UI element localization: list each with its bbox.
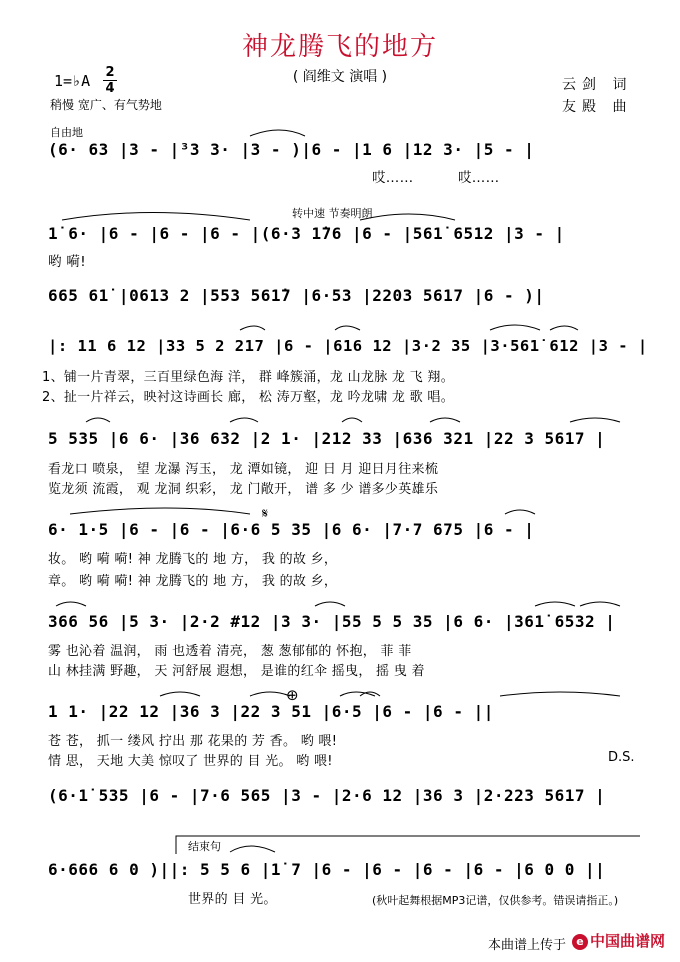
tempo-change-mark: 转中速 节奏明朗 xyxy=(292,207,373,220)
slur xyxy=(430,418,460,422)
slur xyxy=(230,846,275,852)
lyric-line-verse-2: 2、扯一片祥云，映衬这诗画长 廊， 松 涛万壑，龙 吟龙啸 龙 歌 唱。 xyxy=(42,390,454,405)
lyric-line-verse-2: 山 林挂满 野趣， 天 河舒展 遐想， 是谁的红伞 摇曳， 摇 曳 着 xyxy=(48,664,425,679)
slur xyxy=(550,326,578,330)
slur xyxy=(570,418,620,422)
dal-segno-mark: D.S. xyxy=(608,750,635,765)
slur xyxy=(56,602,86,606)
slur xyxy=(360,692,380,696)
music-line: 6·666 6 0 )||: 5 5 6 |1̇ 7 |6 - |6 - |6 - |6 - |6 0 0 || xyxy=(48,860,606,879)
upload-label: 本曲谱上传于 xyxy=(488,938,567,953)
lyric-line: 世界的 目 光。 xyxy=(188,892,277,907)
slur xyxy=(160,692,200,696)
slur xyxy=(240,326,265,330)
slur xyxy=(70,508,250,514)
slur xyxy=(62,213,250,221)
slur xyxy=(230,418,258,422)
slur xyxy=(315,602,345,606)
lyric-line: 哟 嗬! xyxy=(48,254,86,270)
music-line: 1 1· |22 12 |36 3 |22 3 51 |6·5 |6 - |6 - || xyxy=(48,702,494,721)
music-line: (6· 63 |3 - |³3 3· |3 - )|6 - |1 6 |12 3· |5 - | xyxy=(48,140,535,159)
lyric-line-verse-2: 览龙须 流霞， 观 龙洞 织彩， 龙 门敞开， 谱 多 少 谱多少英雄乐 xyxy=(48,482,439,497)
free-tempo-mark: 自由地 xyxy=(50,126,83,139)
lyric-line-verse-1: 1、铺一片青翠，三百里绿色海 洋， 群 峰簇涌，龙 山龙脉 龙 飞 翔。 xyxy=(42,370,454,385)
coda-symbol: ⊕ xyxy=(286,686,299,704)
music-line: (6·1̇ 535 |6 - |7·6 565 |3 - |2·6 12 |36 3 |2·223 5617 | xyxy=(48,786,606,805)
slur xyxy=(580,602,620,606)
time-signature xyxy=(103,66,117,95)
lyricist: 云剑 词 xyxy=(562,77,633,93)
key-signature: 1=♭A xyxy=(54,72,91,90)
lyric-line-verse-1: 妆。 哟 嗬 嗬! 神 龙腾飞的 地 方， 我 的故 乡， xyxy=(48,552,338,567)
score-title: 神龙腾飞的地方 xyxy=(241,32,438,62)
slur xyxy=(360,214,455,220)
composer: 友殿 曲 xyxy=(562,99,633,115)
ending-bracket xyxy=(176,836,640,854)
transcription-note: (秋叶起舞根据MP3记谱，仅供参考。错误请指正。) xyxy=(372,894,619,907)
slur xyxy=(250,692,290,696)
site-logo-icon: e xyxy=(572,934,588,950)
slur xyxy=(535,602,575,606)
lyric-line-verse-1: 看龙口 喷泉， 望 龙瀑 泻玉， 龙 潭如镜， 迎 日 月 迎日月往来梳 xyxy=(48,462,439,477)
music-line: 6· 1·5 |6 - |6 - |6·6 5 35 |6 6· |7·7 675 |6 - | xyxy=(48,520,535,539)
slur xyxy=(342,418,362,422)
lyric-line-verse-2: 情 思， 天地 大美 惊叹了 世界的 目 光。 哟 喂! xyxy=(48,754,333,769)
slur xyxy=(340,692,375,696)
music-line: |: 11 6 12 |33 5 2 217 |6 - |616 12 |3·2 35 |3·561̇ 612 |3 - | xyxy=(48,337,648,355)
site-name: 中国曲谱网 xyxy=(590,932,666,950)
slur xyxy=(500,692,620,696)
music-line: 5 535 |6 6· |36 632 |2 1· |212 33 |636 321 |22 3 5617 | xyxy=(48,429,606,448)
lyric-line: 哎…… 哎…… xyxy=(372,170,500,186)
lyric-line-verse-1: 雾 也沁着 温润， 雨 也透着 清亮， 葱 葱郁郁的 怀抱， 菲 菲 xyxy=(48,644,412,659)
time-signature-top: 2 xyxy=(105,65,115,80)
segno-symbol: 𝄋 xyxy=(262,506,269,522)
slur xyxy=(505,510,535,514)
slur xyxy=(86,418,110,422)
slur xyxy=(335,326,360,330)
music-line: 1̇ 6· |6 - |6 - |6 - |(6·3 1̇76 |6 - |561̇ 6512 |3 - | xyxy=(48,224,565,243)
music-line: 665 61̇ |0613 2 |553 561̇7 |6·53 |2203 5617 |6 - )| xyxy=(48,286,545,305)
slur xyxy=(250,130,305,136)
site-logo[interactable] xyxy=(572,930,665,951)
lyric-line-verse-1: 苍 苍， 抓一 缕风 拧出 那 花果的 芳 香。 哟 喂! xyxy=(48,734,338,749)
tempo-marking: 稍慢 宽广、有气势地 xyxy=(50,98,162,112)
slur xyxy=(490,325,540,330)
music-line: 366 56 |5 3· |2·2 #12 |3 3· |55 5 5 35 |6 6· |361̇ 6532 | xyxy=(48,612,616,631)
ending-label: 结束句 xyxy=(188,840,221,853)
lyric-line-verse-2: 章。 哟 嗬 嗬! 神 龙腾飞的 地 方， 我 的故 乡， xyxy=(48,574,338,589)
time-signature-bottom: 4 xyxy=(105,81,115,96)
singer: ( 阎维文 演唱 ) xyxy=(292,69,388,85)
